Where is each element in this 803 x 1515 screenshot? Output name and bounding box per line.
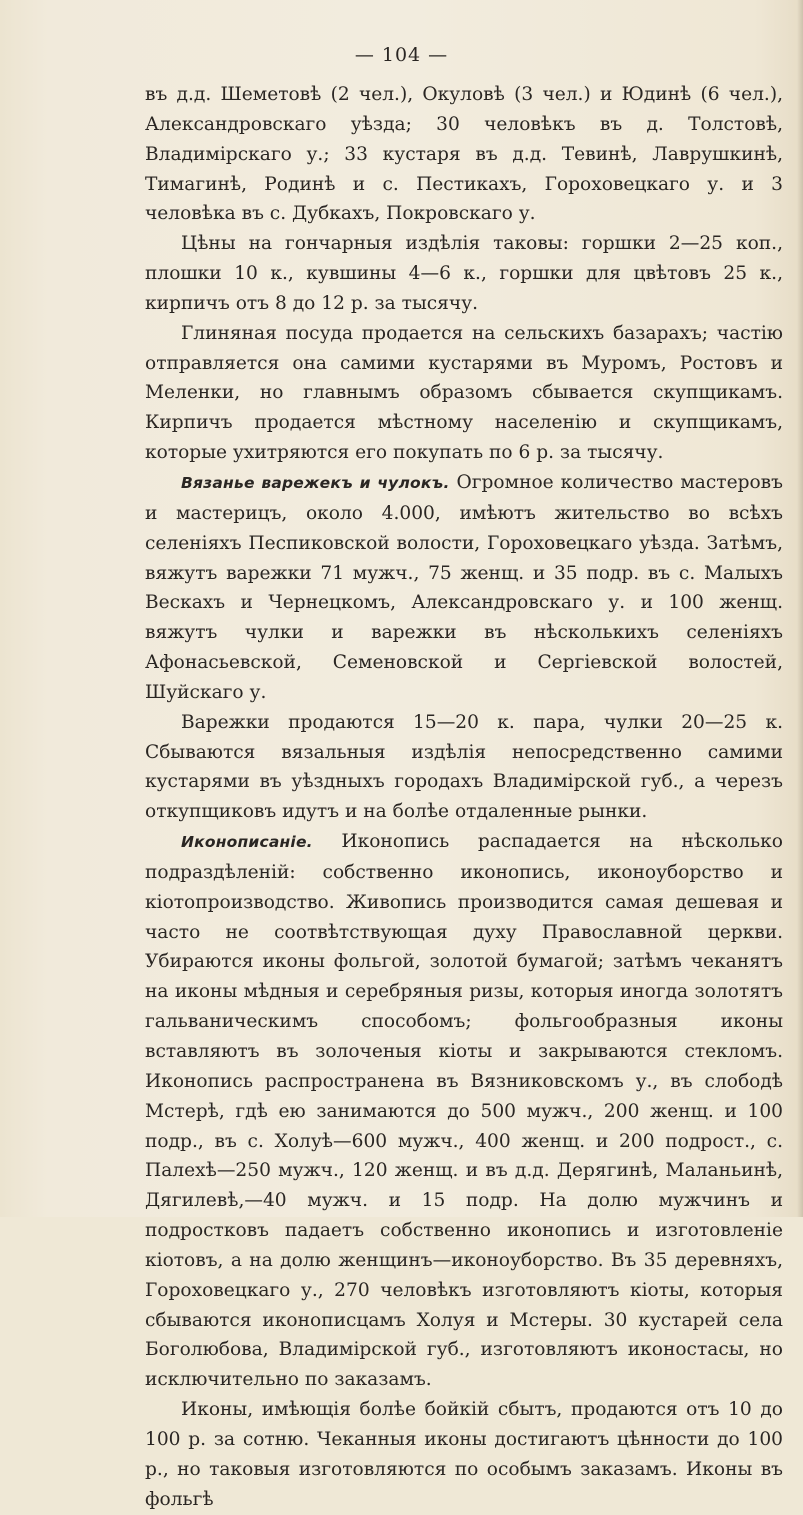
paragraph-text: Иконопись распадается на нѣсколько подраздѣленій: собственно иконопись, иконоуборство и кіотопроизводство. Живопись производится самая дешевая и часто не соотвѣтствующая духу Православной церкви. Убираются иконы фольгой, золотой бумагой; затѣмъ чеканятъ на иконы мѣдныя и серебряныя ризы, которыя иногда золотятъ гальваническимъ способомъ; фольгообразныя иконы вставляютъ въ золоченыя кіоты и закрываются стекломъ. Иконопись распространена въ Вязниковскомъ у., въ слободѣ Мстерѣ, гдѣ ею занимаются до 500 мужч., 200 женщ. и 100 подр., въ с. Холуѣ—600 мужч., 400 женщ. и 200 подрост., с. Палехѣ—250 мужч., 120 женщ. и въ д.д. Дерягинѣ, Маланьинѣ, Дягилевѣ,—40 мужч. и 15 подр. На долю мужчинъ и подростковъ падаетъ собственно иконопись и изготовленіе кіотовъ, а на долю женщинъ—иконоуборство. Въ 35 деревняхъ, Гороховецкаго у., 270 человѣкъ изготовляютъ кіоты, которыя сбываются иконописцамъ Холуя и Мстеры. 30 кустарей села Боголюбова, Владимірской губ., изготовляютъ иконостасы, но исключительно по заказамъ. xyxy=(145,831,783,1391)
paragraph-3 xyxy=(145,319,783,468)
paragraph-2 xyxy=(145,229,783,319)
paragraph-text: въ д.д. Шеметовѣ (2 чел.), Окуловѣ (3 чел.) и Юдинѣ (6 чел.), Александровскаго уѣзда; 30 человѣкъ въ д. Толстовѣ, Владимірскаго у.; 33 кустаря въ д.д. Тевинѣ, Лаврушкинѣ, Тимагинѣ, Родинѣ и с. Пестикахъ, Гороховецкаго у. и 3 человѣка въ с. Дубкахъ, Покровскаго у. xyxy=(145,84,783,225)
paragraph-text: Глиняная посуда продается на сельскихъ базарахъ; частію отправляется она самими кустарями въ Муромъ, Ростовъ и Меленки, но главнымъ образомъ сбывается скупщикамъ. Кирпичъ продается мѣстному населенію и скупщикамъ, которые ухитряются его покупать по 6 р. за тысячу. xyxy=(145,322,783,464)
paragraph-6 xyxy=(145,827,783,1395)
section-heading-knitting: Вязанье варежекъ и чулокъ. xyxy=(181,473,450,492)
page-edge-shadow xyxy=(797,0,803,1217)
paragraph-text: Варежки продаются 15—20 к. пара, чулки 20—25 к. Сбываются вязальныя издѣлія непосредственно самими кустарями въ уѣздныхъ городахъ Владимірской губ., а черезъ откупщиковъ идутъ и на болѣе отдаленные рынки. xyxy=(145,711,783,823)
paragraph-text: Иконы, имѣющія болѣе бойкій сбытъ, продаются отъ 10 до 100 р. за сотню. Чеканныя иконы достигаютъ цѣнности до 100 р., но таковыя изготовляются по особымъ заказамъ. Иконы въ фольгѣ xyxy=(145,1399,783,1510)
body-text xyxy=(145,80,783,1515)
paragraph-4 xyxy=(145,468,783,708)
paragraph-7 xyxy=(145,1395,783,1514)
paragraph-5 xyxy=(145,708,783,827)
paragraph-text: Огромное количество мастеровъ и мастерицъ, около 4.000, имѣютъ жительство во всѣхъ селеніяхъ Песпиковской волости, Гороховецкаго уѣзда. Затѣмъ, вяжутъ варежки 71 мужч., 75 женщ. и 35 подр. въ с. Малыхъ Вескахъ и Чернецкомъ, Александровскаго у. и 100 женщ. вяжутъ чулки и варежки въ нѣсколькихъ селеніяхъ Афонасьевской, Семеновской и Сергіевской волостей, Шуйскаго у. xyxy=(145,471,783,703)
section-heading-icon-painting: Иконописаніе. xyxy=(181,833,313,852)
paragraph-text: Цѣны на гончарныя издѣлія таковы: горшки 2—25 коп., плошки 10 к., кувшины 4—6 к., горшки для цвѣтовъ 25 к., кирпичъ отъ 8 до 12 р. за тысячу. xyxy=(145,233,783,314)
page-number: — 104 — xyxy=(354,44,449,66)
paragraph-1 xyxy=(145,80,783,229)
